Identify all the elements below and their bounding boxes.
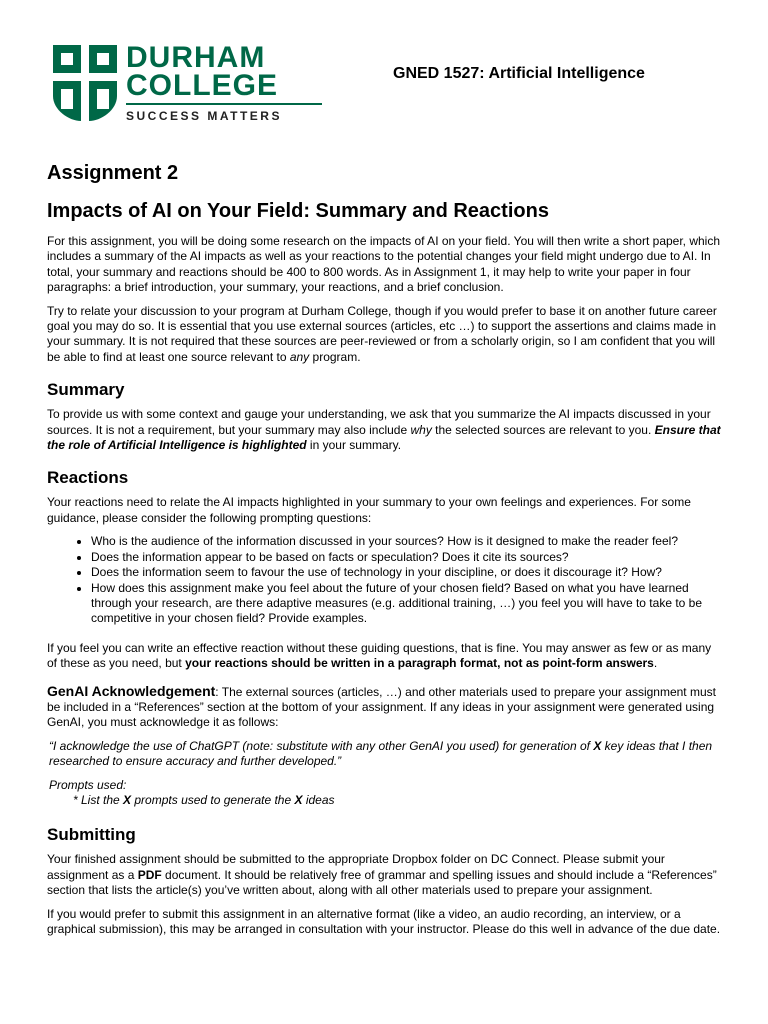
prompts-instruction (49, 793, 335, 807)
summary-paragraph (47, 407, 723, 453)
course-title: GNED 1527: Artificial Intelligence (393, 65, 645, 82)
intro-emphasis: any (289, 349, 310, 364)
quote-text: “I acknowledge the use of ChatGPT (note: substitute with any other GenAI you used) for generation of (49, 738, 594, 753)
reactions-closing-end: . (653, 656, 658, 671)
prompts-used-block (49, 778, 723, 809)
logo-line-durham: DURHAM (126, 41, 266, 74)
submitting-paragraph-1 (47, 852, 723, 898)
quote-text-end: key ideas that I then researched to ensure accuracy and further developed.” (49, 738, 713, 769)
reactions-closing (47, 641, 723, 672)
summary-text-end: in your summary. (306, 438, 402, 453)
document-title: Impacts of AI on Your Field: Summary and Reactions (47, 200, 549, 222)
reactions-closing-text: If you feel you can write an effective reaction without these guiding questions, that is fine. You may answer as few or as many of these as you need, but (47, 640, 712, 671)
assignment-label: Assignment 2 (47, 162, 179, 184)
genai-heading: GenAI Acknowledgement (47, 682, 216, 699)
prompts-x: X (123, 792, 132, 807)
logo-wordmark (126, 41, 322, 123)
submitting-text: Your finished assignment should be submitted to the appropriate Dropbox folder on DC Connect. Please submit your assignment as a (47, 852, 665, 882)
logo-tagline: SUCCESS MATTERS (126, 109, 282, 123)
reactions-intro: Your reactions need to relate the AI impacts highlighted in your summary to your own feelings and experiences. For some guidance, please consider the following prompting questions: (47, 495, 691, 525)
intro-paragraph-1: For this assignment, you will be doing some research on the impacts of AI on your field. You will then write a short paper, which includes a summary of the AI impacts as well as your reactions to the potential changes your field might undergo due to AI. In total, your summary and reactions should be 400 to 800 words. As in Assignment 1, it may help to write your paper in four paragraphs: a brief introduction, your summary, your reactions, and a brief conclusion. (47, 234, 721, 295)
genai-paragraph (47, 684, 723, 731)
summary-text-mid: the selected sources are relevant to you. (431, 422, 655, 437)
summary-heading: Summary (47, 380, 125, 400)
prompts-x2: X (294, 792, 303, 807)
submitting-text-end: document. It should be relatively free of grammar and spelling issues and should include a “References” section that lists the article(s) you’ve written about, along with all other materials used to prepare your assignment. (47, 867, 717, 898)
summary-strong: Ensure that the role of Artificial Intelligence is highlighted (47, 422, 721, 453)
genai-acknowledgement-quote (49, 739, 723, 770)
prompts-label: Prompts used: (49, 777, 127, 792)
intro-text: Try to relate your discussion to your program at Durham College, though if you would prefer to base it on another future career goal you may do so. It is essential that you use external sources (articles, etc …) to support the assertions and claims made in your summary. It is not required that these sources are peer-reviewed or from a scholarly origin, so I am confident that you will be able to find at least one source relevant to (47, 303, 717, 364)
college-shield-icon (52, 44, 118, 122)
logo-divider (126, 103, 322, 105)
list-item: • Who is the audience of the information discussed in your sources? How is it designed to make the reader feel? (91, 534, 723, 549)
submitting-heading: Submitting (47, 825, 136, 845)
prompts-text-mid: prompts used to generate the (131, 792, 295, 807)
prompts-text-end: ideas (302, 792, 335, 807)
list-item: • Does the information seem to favour the use of technology in your discipline, or does it discourage it? How? (91, 565, 723, 580)
quote-x: X (593, 738, 602, 753)
prompts-text: * List the (73, 792, 124, 807)
genai-text: : The external sources (articles, …) and other materials used to prepare your assignment must be included in a “References” section at the bottom of your assignment. If any ideas in your assignment were generated using GenAI, you must acknowledge it as follows: (47, 684, 716, 730)
document-body (47, 160, 723, 945)
reactions-question-list (47, 534, 723, 626)
summary-emphasis: why (410, 422, 432, 437)
logo-line-college: COLLEGE (126, 69, 279, 102)
reactions-closing-strong: your reactions should be written in a paragraph format, not as point-form answers (185, 656, 654, 671)
intro-text-end: program. (309, 349, 361, 364)
submitting-paragraph-2: If you would prefer to submit this assignment in an alternative format (like a video, an audio recording, an interview, or a graphical submission), this may be arranged in consultation with your instructor. Please do this well in advance of the due date. (47, 906, 721, 936)
list-item: • How does this assignment make you feel about the future of your chosen field? Based on what you have learned through your research, are there adaptive measures (e.g. additional training, …) you feel you will have to take to be competitive in your chosen field? Provide examples. (91, 581, 723, 627)
durham-college-logo (52, 41, 282, 124)
list-item: • Does the information appear to be based on facts or speculation? Does it cite its sources? (91, 550, 723, 565)
submitting-strong: PDF (137, 867, 162, 882)
intro-paragraph-2 (47, 304, 723, 366)
summary-text: To provide us with some context and gauge your understanding, we ask that you summarize the AI impacts discussed in your sources. It is not a requirement, but your summary may also include (47, 407, 711, 437)
reactions-heading: Reactions (47, 468, 129, 488)
